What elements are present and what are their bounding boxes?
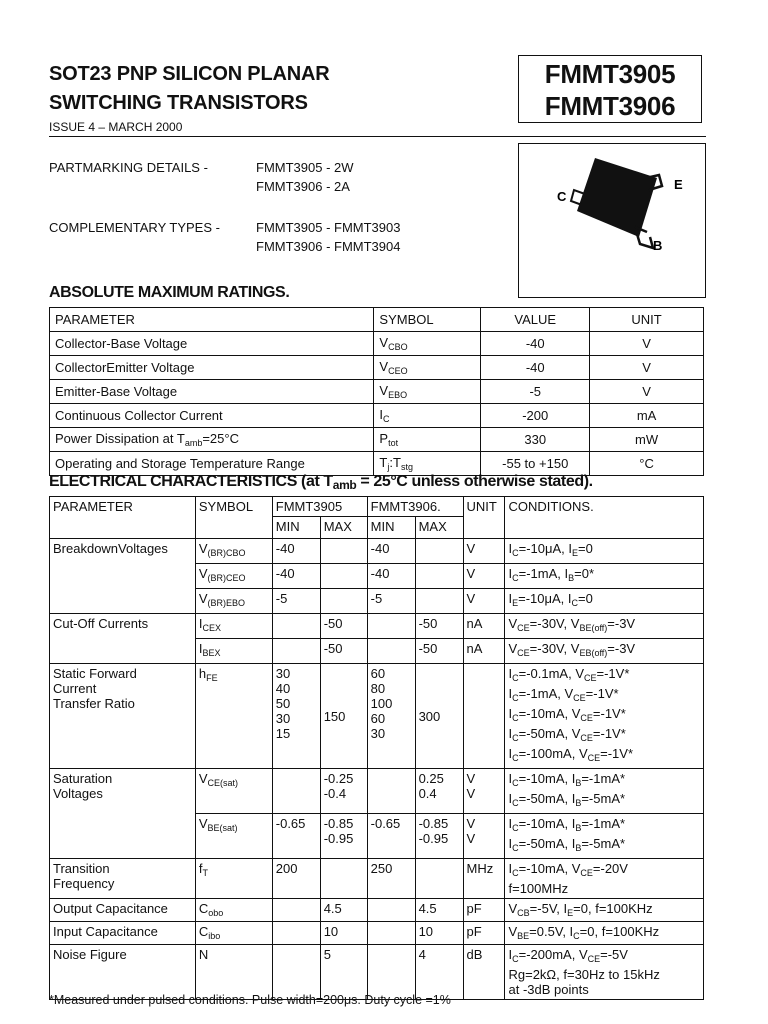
document-title: [49, 60, 329, 118]
table-row: $I_{BEX}$ -50 -50 nA $V_{CE}=-30V$, $V_{EB(off)}=-3V$: [50, 639, 704, 664]
table-row: Transition Frequency $f_T$ 200 250 MHz $I_C=-10mA$, $V_{CE}=-20V$ f=100MHz: [50, 859, 704, 899]
abs-max-table: [49, 307, 704, 476]
table-row: $V_{BE(sat)}$ -0.65 -0.85 -0.95 -0.65 -0.85 -0.95 V V $I_C=-10mA$, $I_B=-1mA*$ $I_C=-50mA$, $I_B=-5mA*$: [50, 814, 704, 859]
table-header-row: PARAMETER SYMBOL VALUE UNIT: [50, 308, 704, 332]
footnote: *Measured under pulsed conditions. Pulse width=200μs. Duty cycle =1%: [49, 993, 451, 1007]
table-row: Cut-Off Currents $I_{CEX}$ -50 -50 nA $V_{CE}=-30V$, $V_{BE(off)}=-3V$: [50, 614, 704, 639]
table-row: Continuous Collector Current $I_C$ -200 mA: [50, 404, 704, 428]
pin-e-label: E: [674, 177, 683, 192]
sot23-package-icon: [519, 144, 705, 297]
table-header-row: PARAMETER SYMBOL FMMT3905 FMMT3906. UNIT CONDITIONS.: [50, 497, 704, 517]
table-row: BreakdownVoltages $V_{(BR)CBO}$ -40 -40 V $I_C=-10\mu A$, $I_E=0$: [50, 539, 704, 564]
table-row: Saturation Voltages $V_{CE(sat)}$ -0.25 -0.4 0.25 0.4 V V $I_C=-10mA$, $I_B=-1mA*$ $I_C=-50mA$, $I_B=-5mA*$: [50, 769, 704, 814]
table-header-row: MIN MAX MIN MAX: [50, 517, 704, 539]
table-row: CollectorEmitter Voltage $V_{CEO}$ -40 V: [50, 356, 704, 380]
table-row: Power Dissipation at $T_{amb}=25^\circ C$ $P_{tot}$ 330 mW: [50, 428, 704, 452]
table-row: Collector-Base Voltage $V_{CBO}$ -40 V: [50, 332, 704, 356]
complementary-label: COMPLEMENTARY TYPES -: [49, 220, 220, 235]
part-number-1: FMMT3905: [544, 59, 676, 89]
header-divider: [49, 136, 706, 137]
issue-date: ISSUE 4 – MARCH 2000: [49, 120, 183, 134]
pin-b-label: B: [653, 238, 663, 253]
table-row: Noise Figure N 5 4 dB $I_C=-200mA$, $V_{CE}=-5V$ Rg=2kΩ, f=30Hz to 15kHz at -3dB points: [50, 945, 704, 1000]
electrical-characteristics-table: [49, 496, 704, 1000]
table-row: Output Capacitance $C_{obo}$ 4.5 4.5 pF $V_{CB}=-5V$, $I_E=0$, f=100KHz: [50, 899, 704, 922]
title-line-1: SOT23 PNP SILICON PLANAR: [49, 63, 330, 85]
part-number-2: FMMT3906: [544, 91, 676, 121]
complementary-values: FMMT3905 - FMMT3903 FMMT3906 - FMMT3904: [256, 220, 401, 254]
partmarking-values: FMMT3905 - 2W FMMT3906 - 2A: [256, 160, 354, 194]
part-number-box: [518, 55, 702, 123]
table-row: Operating and Storage Temperature Range $T_j:T_{stg}$ -55 to +150 °C: [50, 452, 704, 476]
title-line-2: SWITCHING TRANSISTORS: [49, 92, 308, 114]
table-row: Input Capacitance $C_{ibo}$ 10 10 pF $V_{BE}=0.5V$, $I_C=0$, f=100KHz: [50, 922, 704, 945]
table-row: Static Forward Current Transfer Ratio $h_{FE}$ 30 40 50 30 15 150 60 80 100 60 30 300 $I_C=-0.1mA$, $V_{CE}=-1V*$ $I_C=-1mA$, $V_{CE}=-1V*$ $I_C=-10mA$, $V_{CE}=-1V*$ $I_C=-50mA$, $V_{CE}=-1V*$ $I_C=-100mA$, $V_{CE}=-1V*$: [50, 664, 704, 769]
partmarking-label: PARTMARKING DETAILS -: [49, 160, 208, 175]
table-row: Emitter-Base Voltage $V_{EBO}$ -5 V: [50, 380, 704, 404]
table-row: $V_{(BR)CEO}$ -40 -40 V $I_C=-1mA$, $I_B=0*$: [50, 564, 704, 589]
package-drawing: [518, 143, 706, 298]
table-row: $V_{(BR)EBO}$ -5 -5 V $I_E=-10\mu A$, $I_C=0$: [50, 589, 704, 614]
elec-heading: ELECTRICAL CHARACTERISTICS (at Tamb = 25°C unless otherwise stated).: [49, 473, 593, 492]
pin-c-label: C: [557, 189, 567, 204]
abs-max-heading: ABSOLUTE MAXIMUM RATINGS.: [49, 284, 290, 301]
